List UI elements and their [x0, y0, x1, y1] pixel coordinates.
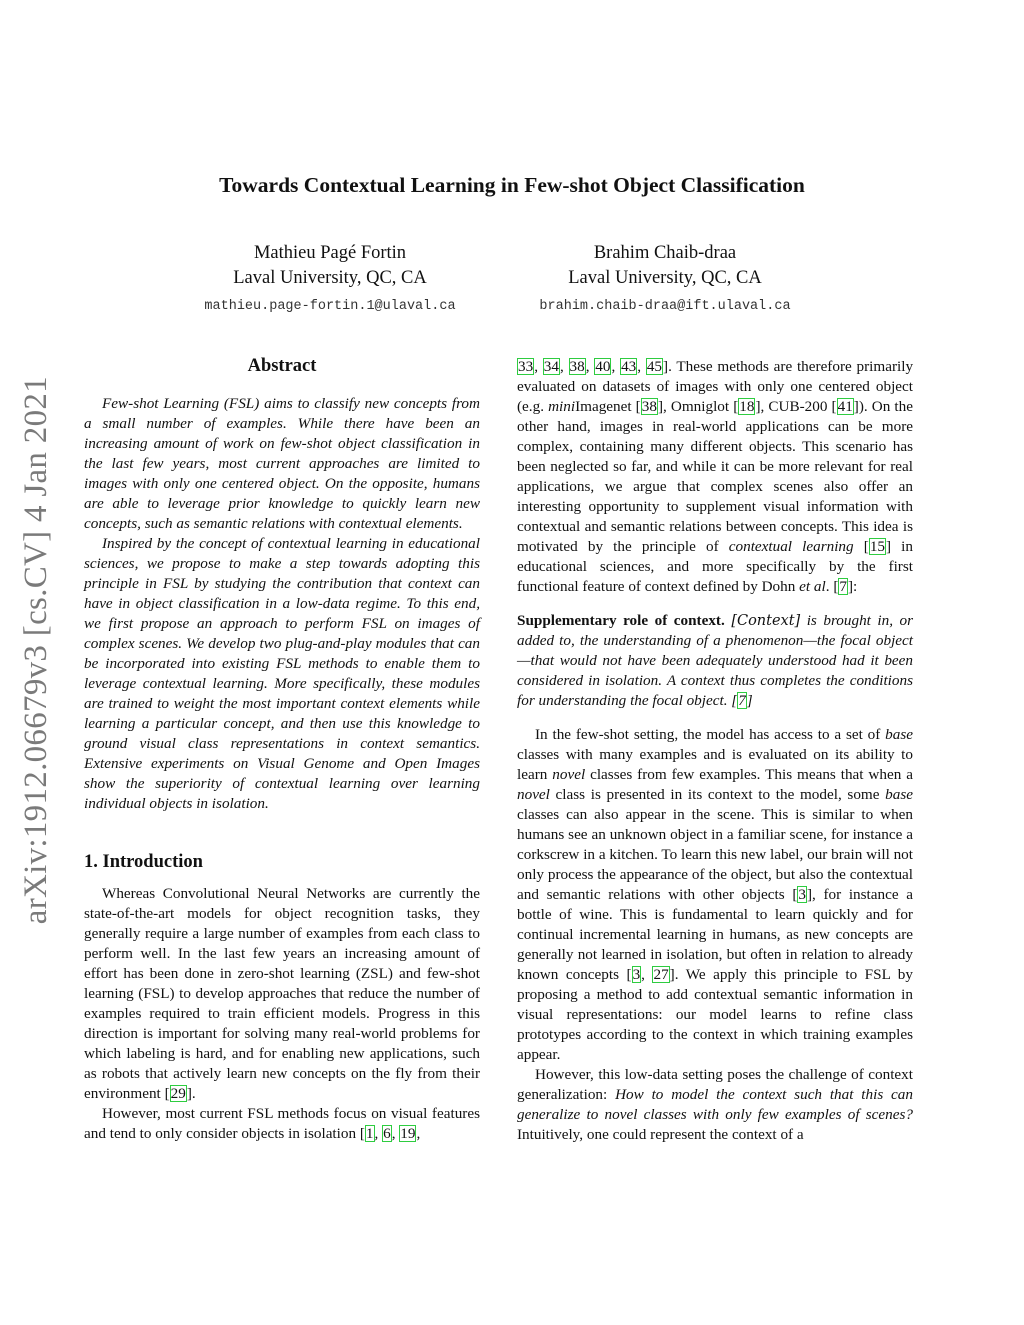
- citation-link[interactable]: 34: [543, 358, 559, 375]
- arxiv-id-text: arXiv:1912.06679v3 [cs.CV] 4 Jan 2021: [17, 376, 54, 925]
- author-1-email[interactable]: mathieu.page-fortin.1@ulaval.ca: [204, 299, 456, 314]
- quote-end: ]: [746, 692, 753, 709]
- citation-link[interactable]: 7: [839, 578, 847, 595]
- text-run: How to model the context such that this can generalize to novel classes with only few examples of scenes?: [517, 1086, 913, 1123]
- citation-link[interactable]: 29: [170, 1085, 186, 1102]
- abstract-paragraph-1: Few-shot Learning (FSL) aims to classify new concepts from a small number of examples. While there have been an increasing amount of work on few-shot object classification in the last few years, most current approaches are limited to images with only one centered object. On the opposite, humans are able to leverage prior knowledge to quickly learn new concepts, such as semantic relations with contextual elements.: [84, 395, 480, 532]
- citation-link[interactable]: 38: [641, 398, 657, 415]
- citation-link[interactable]: 15: [869, 538, 885, 555]
- text-run: base: [885, 786, 913, 803]
- intro-p2-text: However, most current FSL methods focus on visual features and tend to only consider objects in isolation [: [84, 1105, 480, 1142]
- text-run: ] in educational sciences, and more specifically by the first functional feature of context defined by Dohn: [517, 538, 913, 595]
- citation-link[interactable]: 3: [632, 966, 641, 983]
- citation-link[interactable]: 41: [837, 398, 853, 415]
- left-column: [84, 353, 480, 1144]
- text-run: ], for instance a bottle of wine. This is fundamental to learn quickly and for continual incremental learning in humans, as new concepts are generally not learned in isolation, but often in relation to already known concepts [: [517, 886, 913, 983]
- intro-paragraph-2-continued: 33, 34, 38, 40, 43, 45]. These methods are therefore primarily evaluated on datasets of images with only one centered object (e.g. miniImagenet [38], Omniglot [18], CUB-200 [41]). On the other hand, images in real-world applications can be more complex, containing many different objects. This scenario has been neglected so far, and while it can be more relevant for real applications, we argue that complex scenes also offer an interesting opportunity to supplement visual information with contextual and semantic relations between concepts. This idea is motivated by the principle of contextual learning [15] in educational sciences, and more specifically by the first functional feature of context defined by Dohn et al. [7]:: [517, 358, 914, 595]
- author-2-name: Brahim Chaib-draa: [593, 243, 737, 263]
- arxiv-identifier: [14, 368, 58, 933]
- text-run: ]:: [847, 578, 858, 595]
- text-run: . [: [825, 578, 839, 595]
- text-run: In the few-shot setting, the model has access to a set of: [535, 726, 886, 743]
- quote-context-term: [Context]: [731, 613, 801, 629]
- abstract-paragraph-2: Inspired by the concept of contextual learning in educational sciences, we propose to make a step towards adopting this principle in FSL by studying the contribution that context can have in object classification in a low-data regime. To this end, we first propose an approach to perform FSL on images of complex scenes. We develop two plug-and-play modules that can be incorporated into existing FSL methods to enable them to leverage contextual learning. More specifically, these modules are trained to weight the most important context elements while learning a particular concept, and then use this knowledge to ground visual class representations in context semantics. Extensive experiments on Visual Genome and Open Images show the superiority of contextual learning over learning individual objects in isolation.: [84, 535, 480, 812]
- citation-link[interactable]: 43: [621, 358, 637, 375]
- text-run: mini: [548, 398, 576, 415]
- text-run: classes from few examples. This means that when a: [585, 766, 913, 783]
- author-2: [500, 241, 830, 319]
- abstract-body: [84, 394, 480, 814]
- author-1: [165, 241, 495, 319]
- citation-link[interactable]: 6: [383, 1125, 391, 1142]
- citation-link[interactable]: 1: [365, 1125, 374, 1142]
- author-1-affiliation: Laval University, QC, CA: [233, 268, 427, 288]
- text-run: novel: [517, 786, 550, 803]
- abstract-heading: Abstract: [247, 356, 317, 376]
- author-1-name: Mathieu Pagé Fortin: [253, 243, 407, 263]
- section-heading-introduction: 1. Introduction: [84, 852, 203, 872]
- citation-link[interactable]: 7: [738, 692, 746, 709]
- text-run: novel: [552, 766, 586, 783]
- quote-body: is brought in, or added to, the understanding of a phenomenon—the focal object—that would not have been adequately understood had it been considered in isolation. A context thus completes the conditions for understanding the focal object. [: [517, 612, 914, 709]
- right-column: [517, 357, 913, 1145]
- text-run: classes can also appear in the scene. This is similar to when humans see an unknown object in a familiar scene, for instance a corkscrew in a kitchen. To learn this new label, our brain will not only process the appearance of the object, but also the contextual and semantic relations with other objects [: [517, 806, 913, 903]
- citation-link[interactable]: 18: [739, 398, 755, 415]
- intro-paragraph-2: However, most current FSL methods focus on visual features and tend to only consider objects in isolation [1, 6, 19,: [84, 1105, 480, 1142]
- text-run: classes with many examples and is evaluated on its ability to learn: [517, 746, 913, 783]
- text-run: class is presented in its context to the model, some: [549, 786, 886, 803]
- citation-link[interactable]: 27: [653, 966, 669, 983]
- citation-link[interactable]: 38: [569, 358, 585, 375]
- context-quote: [517, 611, 913, 711]
- text-run: [: [853, 538, 869, 555]
- intro-paragraph-4: [517, 1065, 913, 1145]
- text-run: base: [885, 726, 913, 743]
- text-run: ]. We apply this principle to FSL by proposing a method to add contextual semantic information in visual representations: our model learns to refine class prototypes according to the context in which training examples appear.: [517, 966, 913, 1063]
- text-run: Intuitively, one could represent the context of a: [517, 1126, 804, 1143]
- citation-link[interactable]: 33: [518, 358, 534, 375]
- text-run: ]. These methods are therefore primarily evaluated on datasets of images with only one centered object (e.g.: [517, 358, 914, 415]
- text-run: ], CUB-200 [: [755, 398, 837, 415]
- text-run: ]). On the other hand, images in real-world applications can be more complex, containing many different objects. This scenario has been neglected so far, and while it can be more relevant for real applications, we argue that complex scenes also offer an interesting opportunity to supplement visual information with contextual and semantic relations between concepts. This idea is motivated by the principle of: [517, 398, 913, 555]
- text-run: ], Omniglot [: [657, 398, 739, 415]
- intro-p1-text: Whereas Convolutional Neural Networks are currently the state-of-the-art models for object recognition tasks, they generally require a large number of examples from each class to perform well. In the last few years an increasing amount of effort has been done in zero-shot learning (ZSL) and few-shot learning (FSL) to develop approaches that reduce the number of examples required to train efficient models. Progress in this direction is important for solving many real-world problems for which labeling is hard, and for enabling new applications, such as robots that actively learn new concepts on the fly from their environment: [84, 885, 480, 1102]
- text-run: Imagenet [: [575, 398, 641, 415]
- author-2-email[interactable]: brahim.chaib-draa@ift.ulaval.ca: [539, 299, 791, 314]
- citation-link[interactable]: 3: [798, 886, 806, 903]
- text-run: contextual learning: [728, 538, 854, 555]
- citation-link[interactable]: 19: [400, 1125, 416, 1142]
- intro-paragraph-1: Whereas Convolutional Neural Networks are currently the state-of-the-art models for object recognition tasks, they generally require a large number of examples from each class to perform well. In the last few years an increasing amount of effort has been done in zero-shot learning (ZSL) and few-shot learning (FSL) to develop approaches that reduce the number of examples required to train efficient models. Progress in this direction is important for solving many real-world problems for which labeling is hard, and for enabling new applications, such as robots that actively learn new concepts on the fly from their environment [29].: [84, 885, 480, 1102]
- intro-paragraph-3: In the few-shot setting, the model has access to a set of base classes with many examples and is evaluated on its ability to learn novel classes from few examples. This means that when a novel class is presented in its context to the model, some base classes can also appear in the scene. This is similar to when humans see an unknown object in a familiar scene, for instance a corkscrew in a kitchen. To learn this new label, our brain will not only process the appearance of the object, but also the contextual and semantic relations with other objects [3], for instance a bottle of wine. This is fundamental to learn quickly and for continual incremental learning in humans, as new concepts are generally not learned in isolation, but often in relation to already known concepts [3, 27]. We apply this principle to FSL by proposing a method to add contextual semantic information in visual representations: our model learns to refine class prototypes according to the context in which training examples appear.: [517, 726, 913, 1063]
- quote-label: Supplementary role of context.: [517, 612, 725, 629]
- citation-link[interactable]: 45: [646, 358, 663, 375]
- paper-title: Towards Contextual Learning in Few-shot Object Classification: [219, 173, 805, 197]
- text-run: However, this low-data setting poses the challenge of context generalization:: [517, 1066, 913, 1103]
- author-2-affiliation: Laval University, QC, CA: [568, 268, 762, 288]
- citation-link[interactable]: 40: [595, 358, 611, 375]
- text-run: et al: [799, 578, 826, 595]
- intro-p1-end: .: [191, 1085, 196, 1102]
